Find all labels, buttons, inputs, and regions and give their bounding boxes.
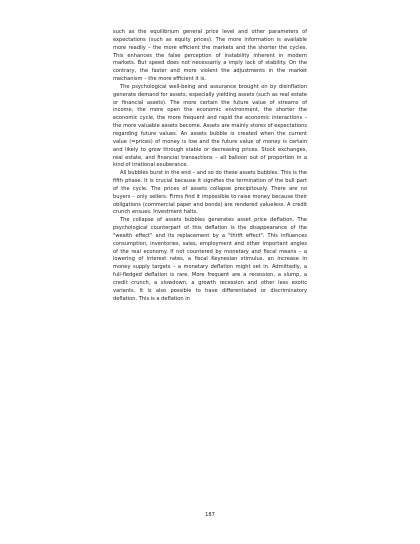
body-text bbox=[113, 29, 307, 304]
paragraph-2: The psychological well-being and assurance brought on by disinflation generate demand for assets, especially yielding assets (such as real estate or financial assets). The more certain the future value of streams of income, the more open the economic environment, the shorter the economic cycle, the more frequent and rapid the economic interactions – the more valuable assets become. Assets are mainly stores of expectations regarding future values. An assets bubble is created when the current value (=prices) of money is low and the future value of money is certain and likely to grow through stable or decreasing prices. Stock exchanges, real estate, and financial transactions – all balloon out of proportion in a kind of irrational exuberance. bbox=[113, 83, 307, 169]
paragraph-3: All bubbles burst in the end – and so do these assets bubbles. This is the fifth phase. It is crucial because it signifies the termination of the bull part of the cycle. The prices of assets collapse precipitously. There are no buyers – only sellers. Firms find it impossible to raise money because their obligations (commercial paper and bonds) are rendered valueless. A credit crunch ensues. Investment halts. bbox=[113, 170, 307, 216]
paragraph-4: The collapse of assets bubbles generates asset price deflation. The psychological counterpart of this deflation is the disappearance of the "wealth effect" and its replacement by a "thrift effect". This influences consumption, inventories, sales, employment and other important angles of the real economy. If not countered by monetary and fiscal means – a lowering of interest rates, a fiscal Keynesian stimulus, an increase in money supply targets – a monetary deflation might set in. Admittedly, a full-fledged deflation is rare. More frequent are a recession, a slump, a credit crunch, a slowdown, a growth recession and other less exotic variants. It is also possible to have differentiated or discriminatory deflation. This is a deflation in bbox=[113, 217, 307, 302]
page-number: 187 bbox=[205, 512, 215, 518]
paragraph-1: such as the equilibrium general price level and other parameters of expectations (such as equity prices). The more information is available more readily – the more efficient the markets and the shorter the cycles. This enhances the false perception of instability inherent in modern markets. But speed does not necessarily a imply lack of stability. On the contrary, the faster and more violent the adjustments in the market mechanism – the more efficient it is. bbox=[113, 29, 307, 83]
